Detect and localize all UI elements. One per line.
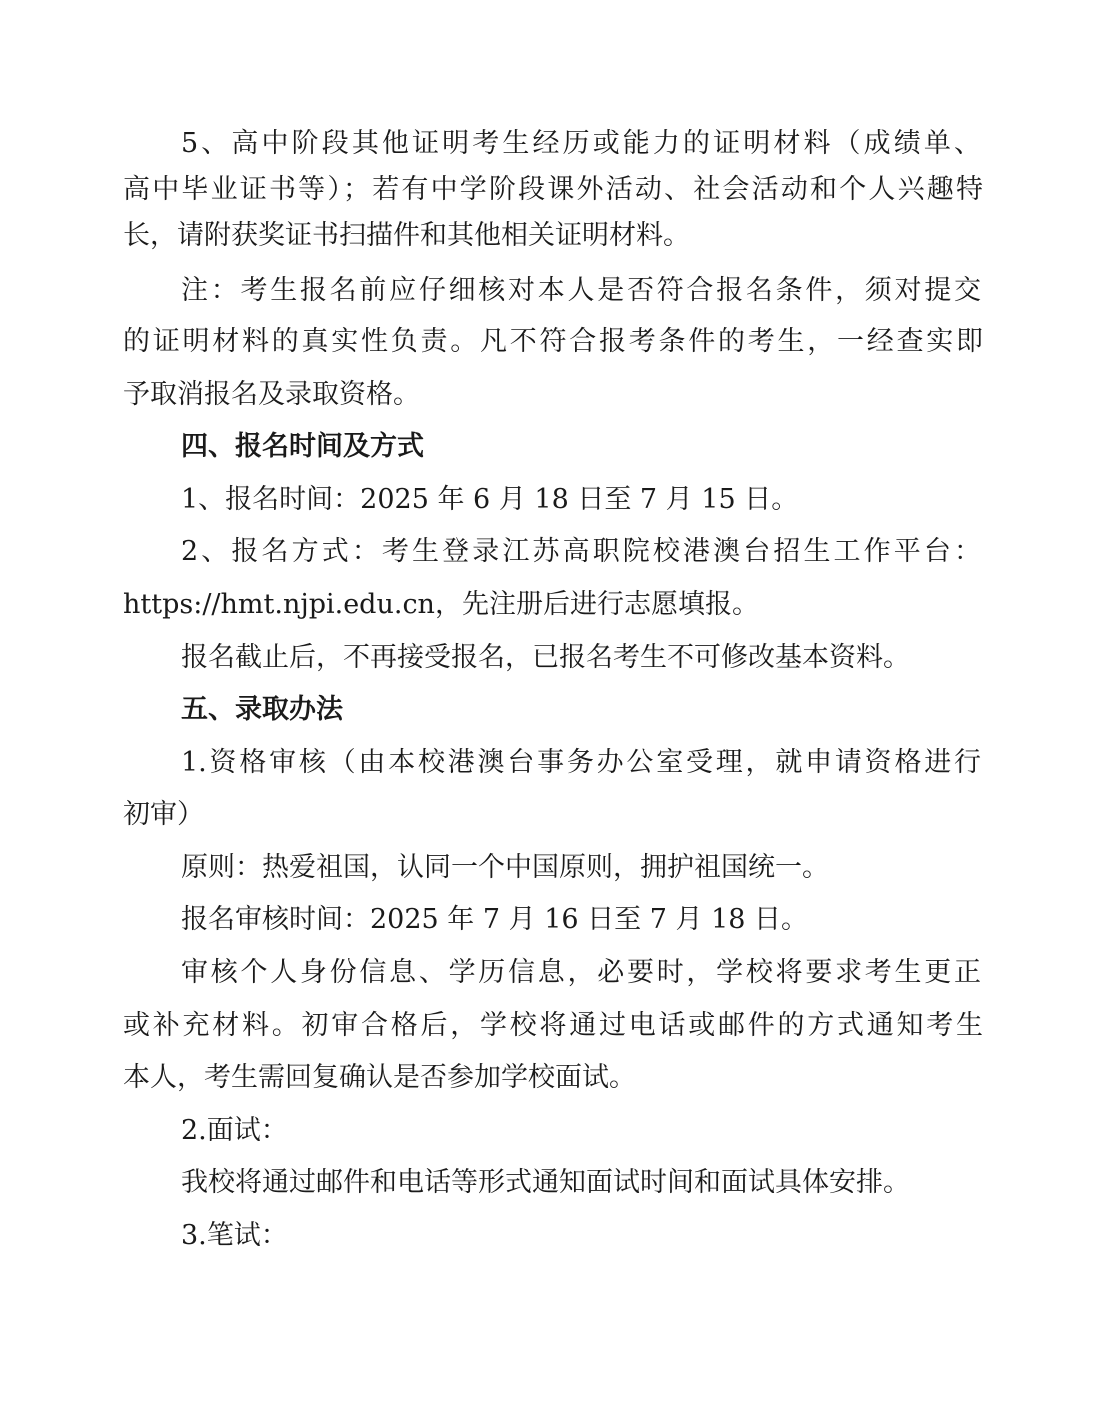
para-review-line3: 本人，考生需回复确认是否参加学校面试。: [123, 1062, 636, 1093]
para-note-line2: 的证明材料的真实性负责。凡不符合报考条件的考生，一经查实即: [123, 326, 983, 357]
para-review-line1: 审核个人身份信息、学历信息，必要时，学校将要求考生更正: [181, 957, 981, 988]
para-qualify-line1: 1.资格审核（由本校港澳台事务办公室受理，就申请资格进行: [181, 747, 981, 778]
para-reg-method-line2: https://hmt.njpi.edu.cn，先注册后进行志愿填报。: [123, 589, 759, 620]
para-review-time: 报名审核时间：2025 年 7 月 16 日至 7 月 18 日。: [181, 904, 809, 935]
para-reg-time: 1、报名时间：2025 年 6 月 18 日至 7 月 15 日。: [181, 484, 799, 515]
para-interview-heading: 2.面试：: [181, 1115, 288, 1146]
section-heading-4: 四、报名时间及方式: [181, 431, 424, 462]
para-item5-line1: 5、高中阶段其他证明考生经历或能力的证明材料（成绩单、: [181, 128, 981, 159]
para-item5-line3: 长，请附获奖证书扫描件和其他相关证明材料。: [123, 220, 690, 251]
para-qualify-line2: 初审）: [123, 799, 204, 830]
para-note-line1: 注：考生报名前应仔细核对本人是否符合报名条件，须对提交: [181, 275, 981, 306]
para-written-heading: 3.笔试：: [181, 1220, 288, 1251]
para-reg-method-line1: 2、报名方式：考生登录江苏高职院校港澳台招生工作平台：: [181, 536, 981, 567]
section-heading-5: 五、录取办法: [181, 694, 343, 725]
para-reg-deadline: 报名截止后，不再接受报名，已报名考生不可修改基本资料。: [181, 642, 910, 673]
para-principle: 原则：热爱祖国，认同一个中国原则，拥护祖国统一。: [181, 852, 829, 883]
para-item5-line2: 高中毕业证书等）；若有中学阶段课外活动、社会活动和个人兴趣特: [123, 174, 983, 205]
para-note-line3: 予取消报名及录取资格。: [123, 379, 420, 410]
para-review-line2: 或补充材料。初审合格后，学校将通过电话或邮件的方式通知考生: [123, 1010, 983, 1041]
para-interview-text: 我校将通过邮件和电话等形式通知面试时间和面试具体安排。: [181, 1167, 910, 1198]
